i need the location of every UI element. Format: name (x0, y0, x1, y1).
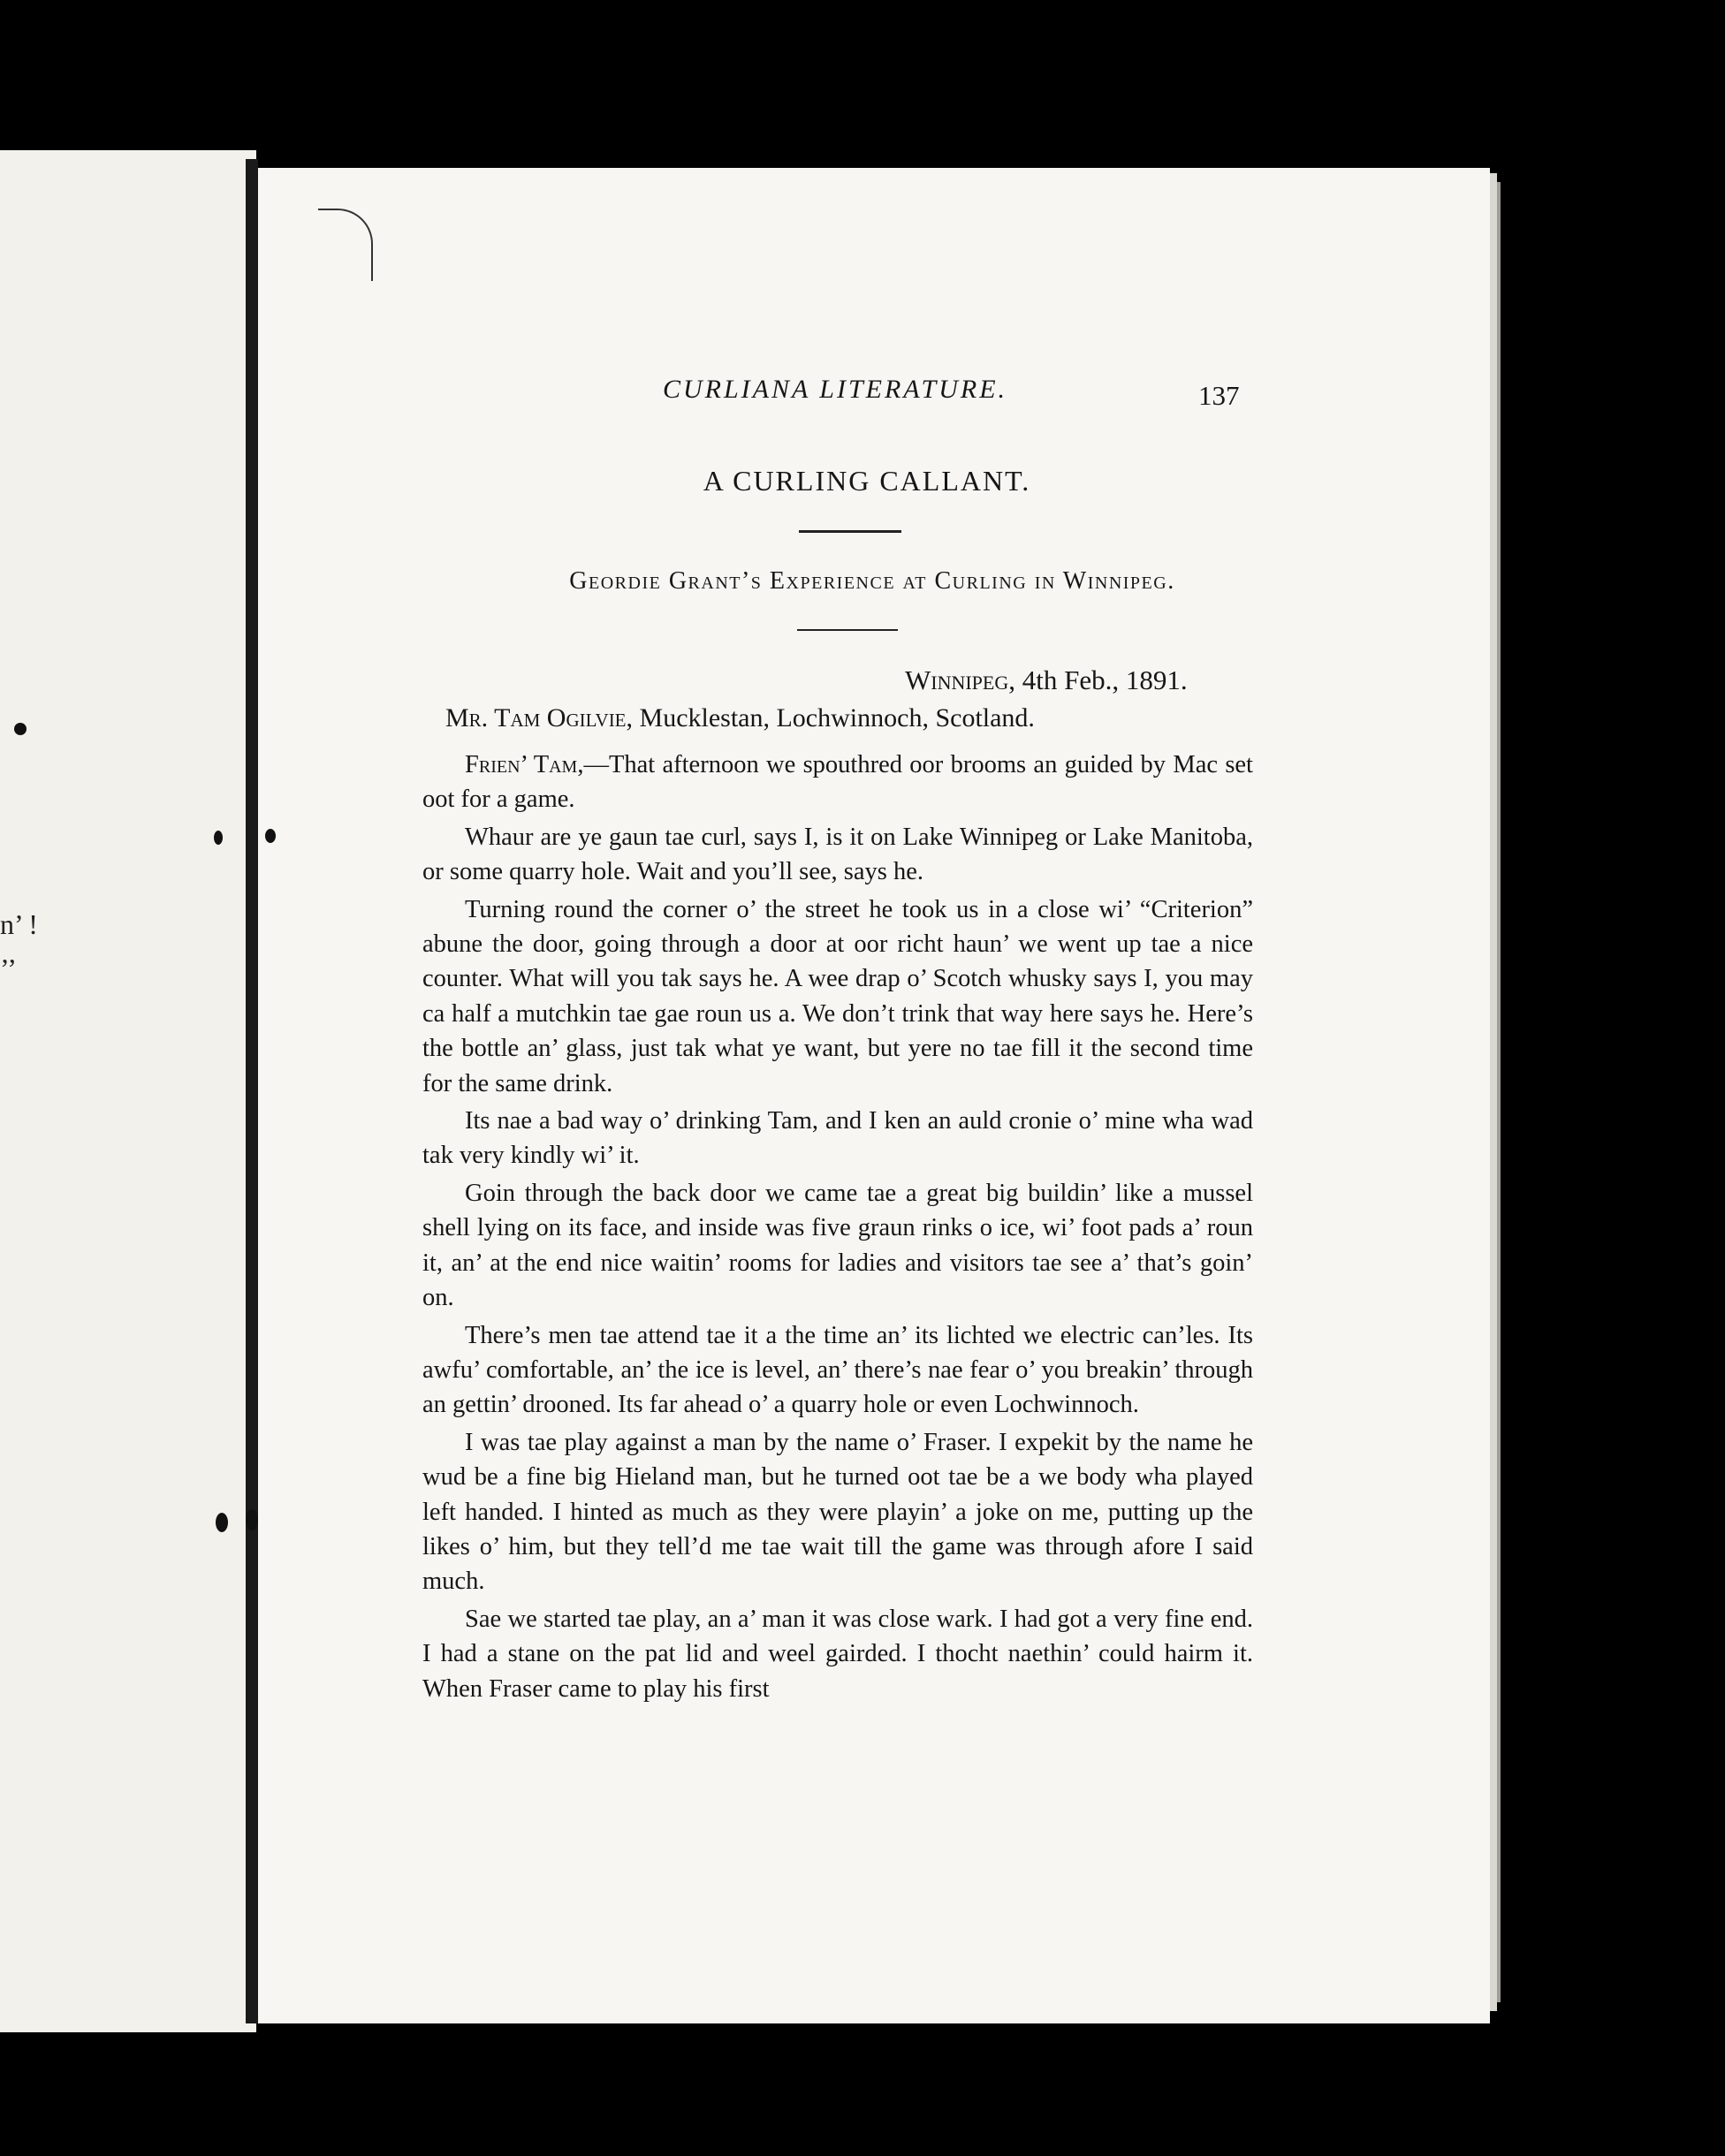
dateline-place: Winnipeg, (905, 664, 1015, 695)
paragraph: I was tae play against a man by the name o’ Fraser. I expekit by the name he wud be a fine big Hieland man, but he turned oot tae be a we body wha played left handed. I hinted as much as they were playin’ a joke on me, putting up the likes o’ him, but they tell’d me tae wait till the game was through afore I said much. (422, 1428, 1253, 1596)
addressee-name: Mr. Tam Ogilvie, (445, 703, 634, 733)
book-spine (246, 159, 258, 2023)
salutation: Frien’ Tam, (465, 751, 584, 778)
dateline (905, 664, 1188, 696)
paragraph: Goin through the back door we came tae a great big buildin’ like a mussel shell lying on its face, and inside was five graun rinks o ice, wi’ foot pads a’ roun it, an’ at the end nice waitin’ rooms for ladies and visitors tae see a’ that’s goin’ on. (422, 1179, 1253, 1312)
left-facing-page (0, 150, 256, 2032)
addressee-place: Mucklestan, Lochwinnoch, Scotland. (639, 703, 1035, 733)
paragraph: Turning round the corner o’ the street he took us in a close wi’ “Criterion” abune the door, going through a door at oor richt haun’ we went up tae a nice counter. What will you tak says he. A wee drap o’ Scotch whusky says I, you may ca half a mutchkin tae gae roun us a. We don’t trink that way here says he. Here’s the bottle an’ glass, just tak what ye want, but yere no tae fill it the second time for the same drink. (422, 895, 1253, 1097)
binding-hole (246, 1509, 258, 1530)
addressee (445, 703, 1035, 733)
page-edge (1497, 182, 1501, 2002)
page-number: 137 (1198, 380, 1240, 411)
subtitle-rule (797, 629, 898, 631)
left-margin-dot (14, 723, 27, 735)
article-subtitle: Geordie Grant’s Experience at Curling in Winnipeg. (569, 567, 1175, 595)
paragraph-text: —That afternoon we spouthred oor brooms an guided by Mac set oot for a game. (422, 751, 1253, 814)
paragraph (422, 748, 1253, 817)
left-page-fragment: n’ ! (0, 908, 38, 940)
letter-body (422, 748, 1253, 1709)
binding-hole (265, 829, 276, 843)
binding-hole (216, 1513, 228, 1532)
paragraph: Its nae a bad way o’ drinking Tam, and I ken an auld cronie o’ mine wha wad tak very kindly wi’ it. (422, 1107, 1253, 1170)
paragraph: Whaur are ye gaun tae curl, says I, is it on Lake Winnipeg or Lake Manitoba, or some quarry hole. Wait and you’ll see, says he. (422, 823, 1253, 886)
paragraph: Sae we started tae play, an a’ man it was close wark. I had got a very fine end. I had a stane on the pat lid and weel gairded. I thocht naethin’ could hairm it. When Fraser came to play his first (422, 1605, 1253, 1703)
page-edge (1490, 173, 1497, 2011)
paragraph: There’s men tae attend tae it a the time an’ its lichted we electric can’les. Its awfu’ comfortable, an’ the ice is level, an’ there’s nae fear o’ you breakin’ through an gettin’ drooned. Its far ahead o’ a quarry hole or even Lochwinnoch. (422, 1321, 1253, 1419)
dateline-date: 4th Feb., 1891. (1022, 664, 1188, 695)
binding-hole (214, 831, 223, 845)
article-title: A CURLING CALLANT. (703, 465, 1031, 497)
left-page-fragment: ’’ (0, 953, 17, 984)
running-head: CURLIANA LITERATURE. (663, 375, 1008, 404)
title-rule (799, 530, 901, 533)
